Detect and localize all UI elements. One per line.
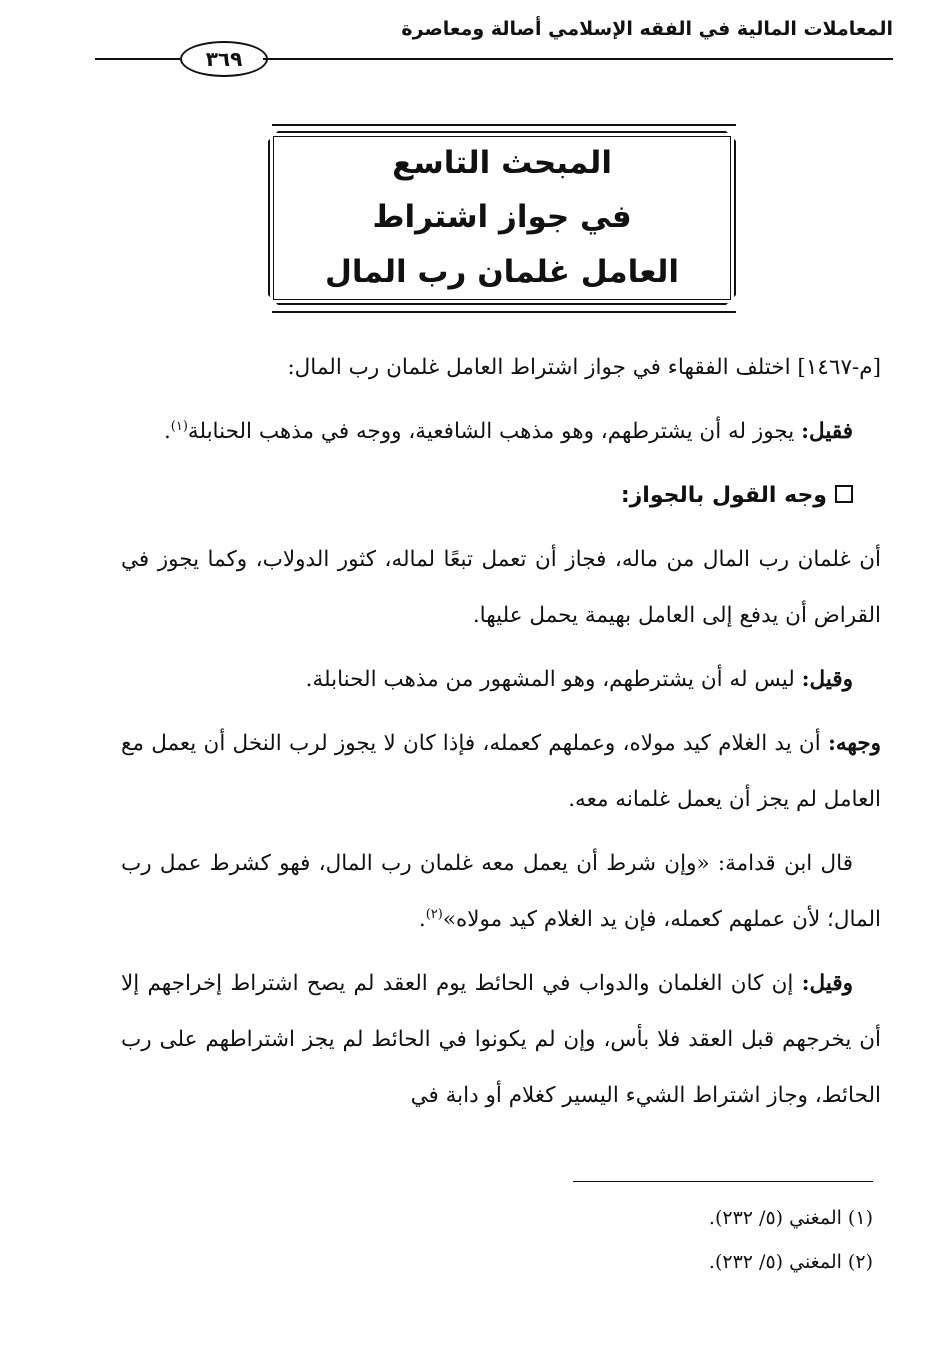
opinion-lead: وقيل: bbox=[801, 971, 853, 996]
paragraph-intro bbox=[121, 340, 881, 396]
opinion-lead: وقيل: bbox=[801, 667, 853, 692]
opinion-text: إن كان الغلمان والدواب في الحائط يوم العقد لم يصح اشتراط إخراجهم إلا أن يخرجهم قبل العقد فلا بأس، وإن لم يكونوا في الحائط لم يجز اشتراطهم على رب الحائط، وجاز اشتراط الشيء اليسير كغلام أو دابة في bbox=[121, 971, 881, 1108]
title-rule-bottom bbox=[272, 311, 736, 313]
sentence-end: . bbox=[418, 907, 426, 932]
body-text bbox=[121, 340, 881, 1132]
footnote-2: (٢) المغني (٥/ ٢٣٢). bbox=[708, 1251, 873, 1273]
reasoning-lead: وجهه: bbox=[827, 731, 881, 756]
header-rule-right bbox=[263, 58, 893, 60]
title-rule-top bbox=[272, 124, 736, 126]
paragraph-second-opinion bbox=[121, 652, 881, 708]
paragraph-quote bbox=[121, 836, 881, 948]
title-line-3: العامل غلمان رب المال bbox=[325, 254, 679, 291]
footnotes bbox=[373, 1196, 873, 1284]
subheading bbox=[121, 468, 881, 524]
opinion-lead: فقيل: bbox=[801, 419, 853, 444]
footnote-1: (١) المغني (٥/ ٢٣٢). bbox=[708, 1207, 873, 1229]
page-number: ٣٦٩ bbox=[180, 41, 268, 77]
opinion-text: يجوز له أن يشترطهم، وهو مذهب الشافعية، ووجه في مذهب الحنابلة bbox=[187, 419, 802, 444]
title-line-1: المبحث التاسع bbox=[392, 144, 612, 181]
reasoning-text: أن يد الغلام كيد مولاه، وعملهم كعمله، فإذا كان لا يجوز لرب النخل أن يعمل مع العامل لم يجز أن يعمل غلمانه معه. bbox=[121, 731, 881, 812]
paragraph-first-opinion bbox=[121, 404, 881, 460]
opinion-text: ليس له أن يشترطهم، وهو المشهور من مذهب الحنابلة. bbox=[305, 667, 802, 692]
footnote-separator bbox=[573, 1181, 873, 1182]
justification-text: أن غلمان رب المال من ماله، فجاز أن تعمل تبعًا لماله، كثور الدولاب، وكما يجوز في القراض أن يدفع إلى العامل بهيمة يحمل عليها. bbox=[121, 547, 881, 628]
footnote-ref-1[interactable]: (١) bbox=[170, 418, 188, 434]
section-title bbox=[273, 136, 731, 300]
paragraph-intro-text: [م-١٤٦٧] اختلف الفقهاء في جواز اشتراط العامل غلمان رب المال: bbox=[287, 355, 881, 380]
paragraph-reasoning bbox=[121, 716, 881, 828]
subheading-text: وجه القول بالجواز: bbox=[620, 483, 827, 508]
quote-text: قال ابن قدامة: «وإن شرط أن يعمل معه غلمان رب المال، فهو كشرط عمل رب المال؛ لأن عملهم كعمله، فإن يد الغلام كيد مولاه» bbox=[121, 851, 881, 932]
title-line-2: في جواز اشتراط bbox=[372, 199, 632, 236]
paragraph-third-opinion bbox=[121, 956, 881, 1124]
running-title: المعاملات المالية في الفقه الإسلامي أصالة ومعاصرة bbox=[401, 18, 893, 40]
sentence-end: . bbox=[163, 419, 171, 444]
paragraph-justification bbox=[121, 532, 881, 644]
square-bullet-icon bbox=[835, 485, 853, 503]
header-rule-left bbox=[95, 58, 180, 60]
footnote-ref-2[interactable]: (٢) bbox=[425, 906, 443, 922]
